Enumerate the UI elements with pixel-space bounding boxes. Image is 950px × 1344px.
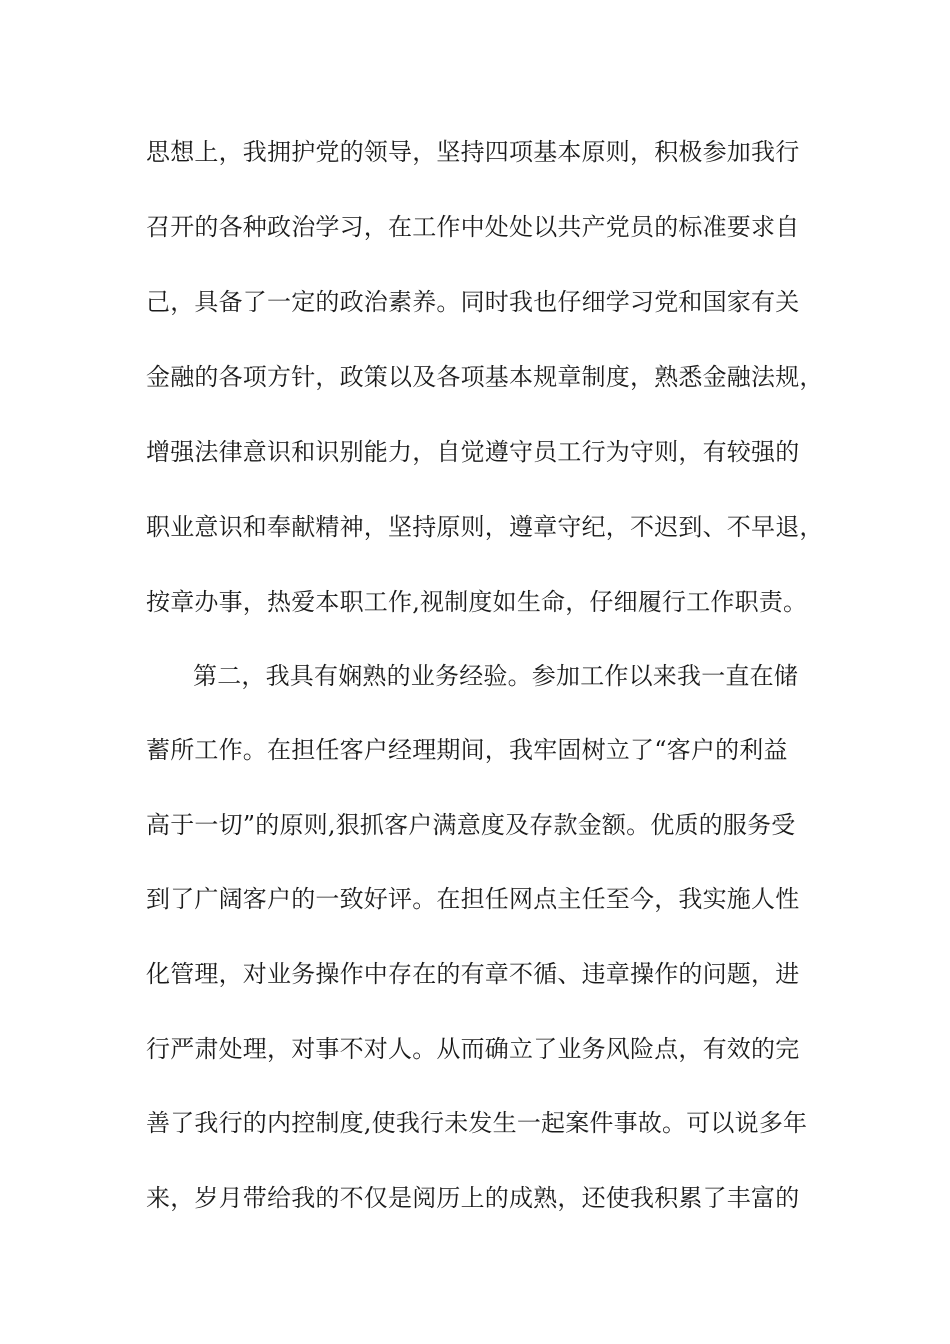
text-line-9: 蓄所工作。在担任客户经理期间，我牢固树立了“客户的利益 <box>146 736 788 764</box>
text-line-3: 己，具备了一定的政治素养。同时我也仔细学习党和国家有关 <box>146 288 800 316</box>
text-line-5: 增强法律意识和识别能力，自觉遵守员工行为守则，有较强的 <box>146 438 800 466</box>
text-line-10: 高于一切”的原则,狠抓客户满意度及存款金额。优质的服务受 <box>146 811 796 839</box>
paragraph-start-line: 第二，我具有娴熟的业务经验。参加工作以来我一直在储 <box>193 662 798 690</box>
text-line-2: 召开的各种政治学习，在工作中处处以共产党员的标准要求自 <box>146 213 800 241</box>
text-line-4: 金融的各项方针，政策以及各项基本规章制度，熟悉金融法规， <box>146 363 824 391</box>
text-line-1: 思想上，我拥护党的领导，坚持四项基本原则，积极参加我行 <box>146 138 800 166</box>
text-line-14: 善了我行的内控制度,使我行未发生一起案件事故。可以说多年 <box>146 1109 808 1137</box>
text-line-13: 行严肃处理，对事不对人。从而确立了业务风险点，有效的完 <box>146 1035 800 1063</box>
text-line-7: 按章办事，热爱本职工作,视制度如生命，仔细履行工作职责。 <box>146 588 808 616</box>
text-line-6: 职业意识和奉献精神，坚持原则，遵章守纪，不迟到、不早退， <box>146 513 824 541</box>
text-line-12: 化管理，对业务操作中存在的有章不循、违章操作的问题，进 <box>146 960 800 988</box>
text-line-11: 到了广阔客户的一致好评。在担任网点主任至今，我实施人性 <box>146 885 800 913</box>
text-line-15: 来，岁月带给我的不仅是阅历上的成熟，还使我积累了丰富的 <box>146 1184 800 1212</box>
